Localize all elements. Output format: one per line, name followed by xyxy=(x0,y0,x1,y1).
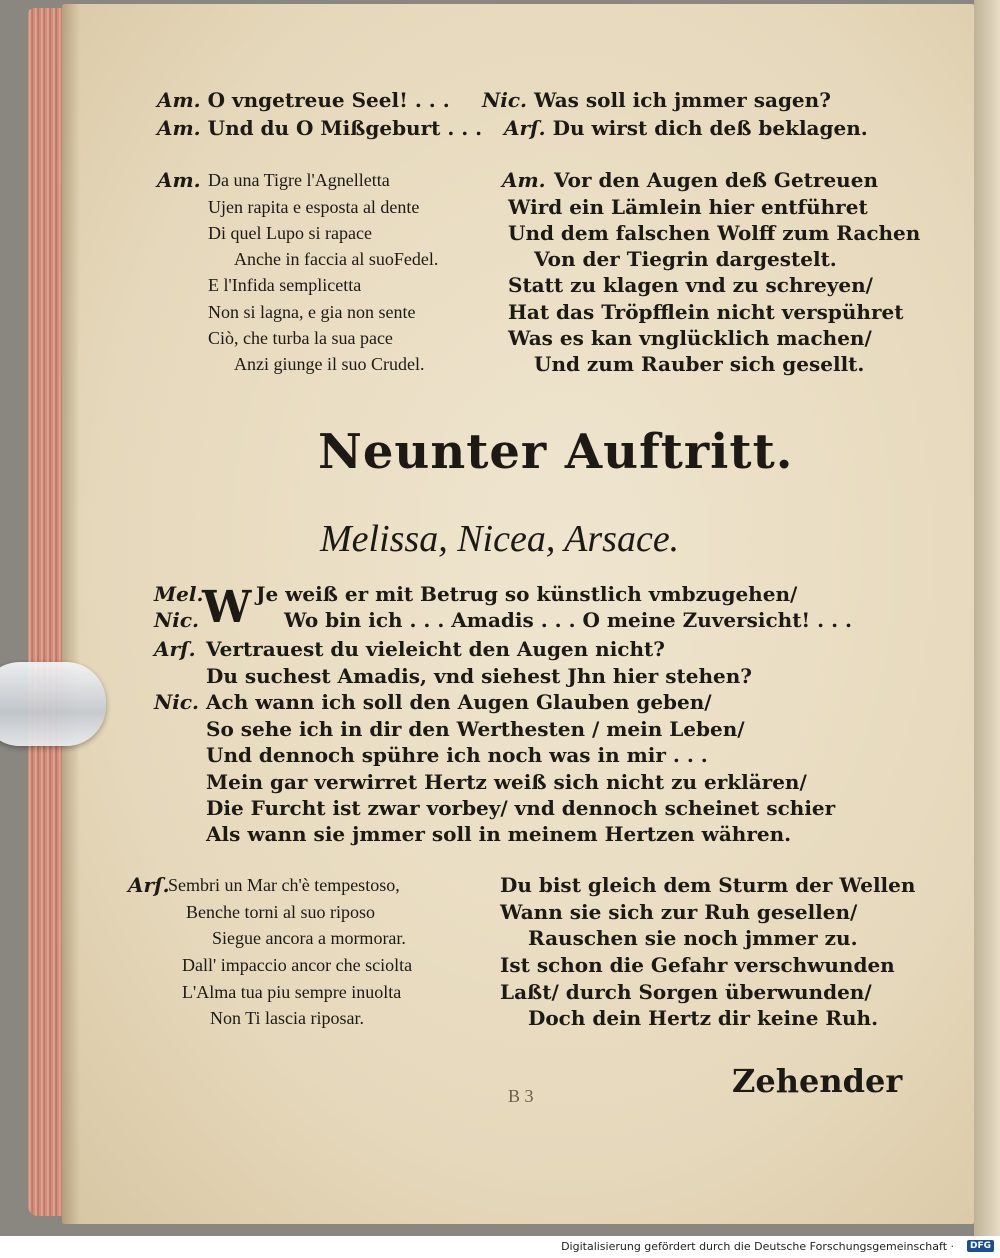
exchange-line-1-right xyxy=(482,88,831,112)
scene-heading: Neunter Auftritt. xyxy=(318,424,794,480)
aria2-italian-line: Siegue ancora a mormorar. xyxy=(212,928,406,948)
aria1-speaker-left: Am. xyxy=(157,168,201,192)
catchword: Zehender xyxy=(732,1062,903,1100)
aria1-german-line: Und zum Rauber sich gesellt. xyxy=(534,352,865,376)
aria1-italian-line: Da una Tigre l'Agnelletta xyxy=(208,170,390,190)
dialogue-line: Je weiß er mit Betrug so künstlich vmbzugehen/ xyxy=(256,582,798,606)
aria1-german-line: Was es kan vnglücklich machen/ xyxy=(508,326,872,350)
aria2-german-line: Doch dein Hertz dir keine Ruh. xyxy=(528,1006,879,1030)
aria1-german-line: Wird ein Lämlein hier entführet xyxy=(508,195,868,219)
aria2-german-line: Wann sie sich zur Ruh gesellen/ xyxy=(500,900,858,924)
drop-initial: W xyxy=(202,582,252,633)
aria1-italian-line: Ujen rapita e esposta al dente xyxy=(208,197,420,217)
aria2-italian-line: L'Alma tua piu sempre inuolta xyxy=(182,982,402,1002)
dialogue-line: Wo bin ich . . . Amadis . . . O meine Zuversicht! . . . xyxy=(284,608,852,632)
gutter-shadow xyxy=(62,4,80,1224)
speaker-label: Arſ. xyxy=(154,637,196,661)
aria2-italian-line: Sembri un Mar ch'è tempestoso, xyxy=(168,875,400,895)
aria2-italian-line: Dall' impaccio ancor che sciolta xyxy=(182,955,413,975)
exchange-line-2 xyxy=(157,116,482,140)
page-clip xyxy=(0,662,106,746)
speaker-label: Mel. xyxy=(154,582,204,606)
aria1-speaker-right: Am. xyxy=(502,168,546,192)
dialogue-line: Als wann sie jmmer soll in meinem Hertzen währen. xyxy=(206,822,792,846)
aria1-italian-line: Anche in faccia al suoFedel. xyxy=(234,249,439,269)
dialogue-line: Ach wann ich soll den Augen Glauben geben/ xyxy=(206,690,712,714)
aria2-italian-line: Non Ti lascia riposar. xyxy=(210,1008,365,1028)
verse-text: O vngetreue Seel! . . . xyxy=(207,88,450,112)
aria1-german-line: Von der Tiegrin dargestelt. xyxy=(534,247,837,271)
aria1-german-line: Hat das Tröpfflein nicht verspühret xyxy=(508,300,904,324)
speaker-label: Nic. xyxy=(154,690,200,714)
footer-bar xyxy=(0,1236,1000,1258)
book-page xyxy=(62,4,974,1224)
aria2-german-line: Laßt/ durch Sorgen überwunden/ xyxy=(500,980,872,1004)
speaker-label: Nic. xyxy=(154,608,200,632)
dialogue-line: So sehe ich in dir den Werthesten / mein Leben/ xyxy=(206,717,745,741)
speaker-label: Nic. xyxy=(482,88,528,112)
speaker-label: Am. xyxy=(157,116,201,140)
dfg-logo: DFG xyxy=(967,1240,994,1252)
verse-text: Was soll ich jmmer sagen? xyxy=(534,88,831,112)
aria2-german-line: Ist schon die Gefahr verschwunden xyxy=(500,953,895,977)
aria1-italian-line: Ciò, che turba la sua pace xyxy=(208,328,393,348)
verse-text: Du wirst dich deß beklagen. xyxy=(552,116,868,140)
cast-list: Melissa, Nicea, Arsace. xyxy=(320,518,680,560)
exchange-line-2-right xyxy=(504,116,868,140)
aria2-german-line: Rauschen sie noch jmmer zu. xyxy=(528,926,858,950)
facing-page-edge xyxy=(974,0,1000,1236)
aria1-german-line: Statt zu klagen vnd zu schreyen/ xyxy=(508,273,873,297)
speaker-label: Am. xyxy=(157,88,201,112)
dialogue-line: Und dennoch spühre ich noch was in mir . . . xyxy=(206,743,708,767)
aria1-german-line: Vor den Augen deß Getreuen xyxy=(554,168,878,192)
aria2-speaker: Arſ. xyxy=(128,873,170,897)
aria1-italian-line: Di quel Lupo si rapace xyxy=(208,223,372,243)
dialogue-line: Du suchest Amadis, vnd siehest Jhn hier stehen? xyxy=(206,664,752,688)
signature-mark: B 3 xyxy=(508,1086,534,1106)
dialogue-line: Die Furcht ist zwar vorbey/ vnd dennoch scheinet schier xyxy=(206,796,836,820)
aria1-italian-line: Non si lagna, e gia non sente xyxy=(208,302,416,322)
aria2-italian-line: Benche torni al suo riposo xyxy=(186,902,375,922)
aria2-german-line: Du bist gleich dem Sturm der Wellen xyxy=(500,873,916,897)
aria1-italian-line: Anzi giunge il suo Crudel. xyxy=(234,354,425,374)
speaker-label: Arſ. xyxy=(504,116,546,140)
aria1-italian-line: E l'Infida semplicetta xyxy=(208,275,362,295)
aria1-german-line: Und dem falschen Wolff zum Rachen xyxy=(508,221,921,245)
dialogue-line: Mein gar verwirret Hertz weiß sich nicht zu erklären/ xyxy=(206,770,807,794)
dialogue-line: Vertrauest du vieleicht den Augen nicht? xyxy=(206,637,665,661)
exchange-line-1 xyxy=(157,88,450,112)
verse-text: Und du O Mißgeburt . . . xyxy=(207,116,483,140)
footer-credit: Digitalisierung gefördert durch die Deutsche Forschungsgemeinschaft · xyxy=(561,1240,954,1253)
